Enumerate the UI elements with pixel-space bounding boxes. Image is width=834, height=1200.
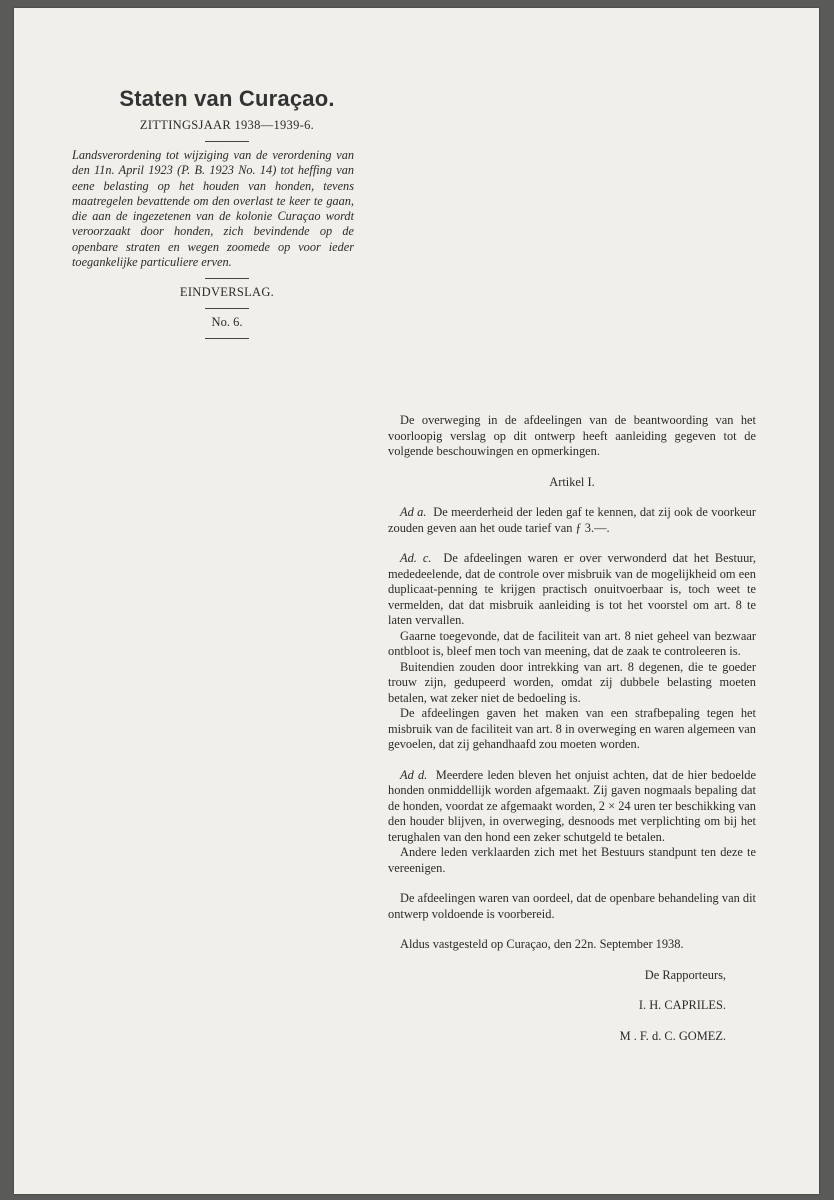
- divider: [205, 338, 249, 339]
- ad-a-text: De meerderheid der leden gaf te kennen, dat zij ook de voorkeur zouden geven aan het oude tarief van ƒ 3.—.: [388, 505, 756, 535]
- ad-c-label: Ad. c.: [400, 551, 432, 565]
- ad-a-label: Ad a.: [400, 505, 427, 519]
- header-block: [72, 86, 354, 345]
- ad-c-paragraph-3: Buitendien zouden door intrekking van art. 8 degenen, die te goeder trouw zijn, gedupeerd worden, omdat zij dubbele belasting moeten betalen, wat zeker niet de bedoeling is.: [388, 659, 756, 705]
- ad-c-paragraph: [388, 551, 756, 629]
- ad-d-text: Meerdere leden bleven het onjuist achten, dat de hier bedoelde honden onmiddellijk worden afgemaakt. Zij gaven nogmaals bepaling dat de honden, voordat ze afgemaakt worden, 2 × 24 uren ter beschikking van den houder blijven, in overweging, desnoods met verplichting om bij het terughalen van den hond een zeker schutgeld te betalen.: [388, 767, 756, 844]
- report-number: No. 6.: [211, 315, 243, 330]
- divider: [205, 278, 249, 279]
- ad-c-paragraph-2: Gaarne toegevonde, dat de faciliteit van art. 8 niet geheel van bezwaar ontbloot is, bleef men toch van meening, dat de zaak te controleeren is.: [388, 628, 756, 658]
- ad-a-paragraph: [388, 505, 756, 536]
- ad-c-paragraph-4: De afdeelingen gaven het maken van een strafbepaling tegen het misbruik van de faciliteit van art. 8 in overweging en waren algemeen van gevoelen, dat zij gehandhaafd zou moeten worden.: [388, 706, 756, 751]
- document-title: Staten van Curaçao.: [119, 86, 335, 111]
- signatory-2: M . F. d. C. GOMEZ.: [619, 1028, 726, 1043]
- divider: [205, 308, 249, 309]
- ad-d-paragraph-2: Andere leden verklaarden zich met het Bestuurs standpunt ten deze te vereenigen.: [388, 845, 756, 875]
- conclusion-paragraph: De afdeelingen waren van oordeel, dat de openbare behandeling van dit ontwerp voldoende is voorbereid.: [388, 891, 756, 921]
- subject-text: Landsverordening tot wijziging van de verordening van den 11n. April 1923 (P. B. 1923 No. 14) tot heffing van eene belasting op het houden van honden, tevens maatregelen bevattende om den overlast te keer te gaan, die aan de ingezetenen van de kolonie Curaçao wordt veroorzaakt door honden, zich bevindende op de openbare straten en wegen zoomede op voor ieder toegankelijke particuliere erven.: [72, 148, 354, 270]
- signatory-1: I. H. CAPRILES.: [638, 998, 726, 1012]
- closing-line: Aldus vastgesteld op Curaçao, den 22n. September 1938.: [400, 937, 684, 951]
- report-type: EINDVERSLAG.: [179, 285, 275, 300]
- ad-d-label: Ad d.: [400, 767, 428, 782]
- article-heading: Artikel I.: [549, 474, 595, 489]
- ad-c-text: De afdeelingen waren er over verwonderd dat het Bestuur, mededeelende, dat de controle over misbruik van de mogelijkheid om een duplicaat-penning te krijgen practisch onuitvoerbaar is, toch weet te vermelden, dat dat misbruik aanleiding is tot het voorstel om art. 8 te laten vervallen.: [388, 551, 757, 627]
- session-year: ZITTINGSJAAR 1938—1939-6.: [139, 118, 315, 132]
- divider: [205, 141, 249, 142]
- ad-d-paragraph: [388, 768, 756, 846]
- intro-paragraph: De overweging in de afdeelingen van de beantwoording van het voorloopig verslag op dit ontwerp heeft aanleiding gegeven tot de volgende beschouwingen en opmerkingen.: [388, 413, 756, 458]
- signature-heading: De Rapporteurs,: [644, 967, 726, 982]
- report-body: [388, 413, 756, 1044]
